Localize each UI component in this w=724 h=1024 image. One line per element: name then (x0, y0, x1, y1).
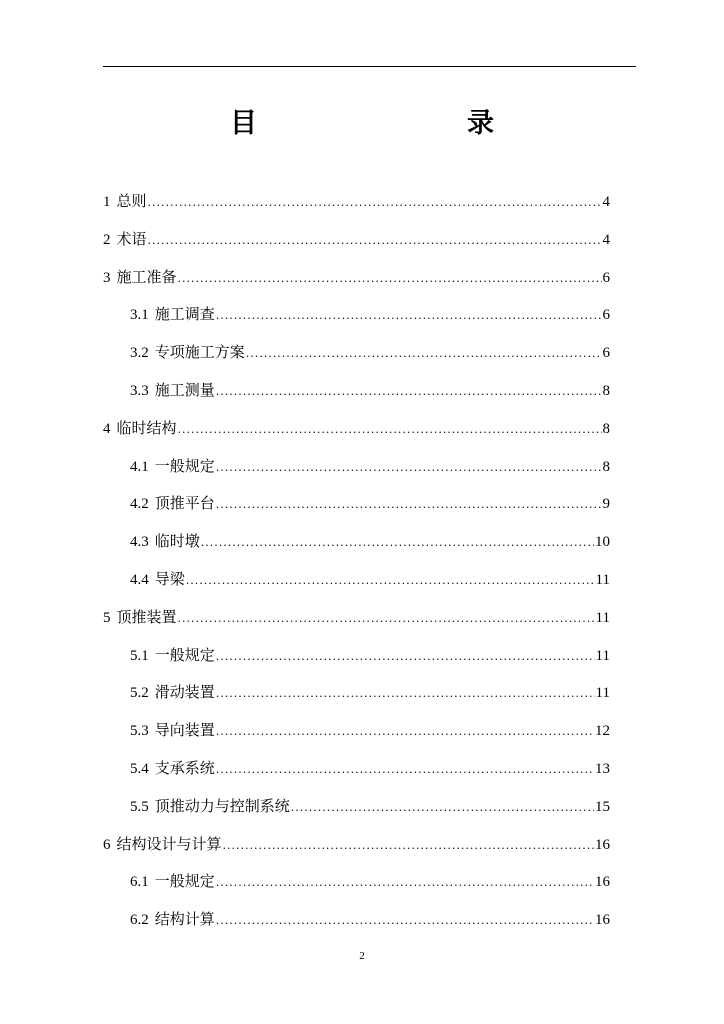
toc-entry-number: 4 (103, 420, 111, 437)
toc-entry-title: 一般规定 (154, 872, 215, 891)
toc-dot-leader (186, 562, 595, 600)
toc-entry-title: 一般规定 (154, 456, 215, 475)
toc-entry-page: 8 (602, 458, 610, 475)
toc-entry[interactable] (103, 485, 610, 523)
toc-entry-page: 16 (595, 874, 610, 891)
toc-entry-number: 1 (103, 194, 111, 210)
toc-entry-page: 6 (602, 269, 610, 286)
toc-entry-page: 11 (595, 609, 610, 626)
toc-entry-page: 16 (595, 912, 610, 929)
toc-entry-page: 9 (602, 496, 610, 513)
toc-dot-leader (216, 751, 594, 789)
toc-entry-title: 一般规定 (154, 645, 215, 664)
toc-entry-title: 结构设计与计算 (116, 834, 222, 853)
toc-entry-page: 16 (595, 836, 610, 853)
toc-dot-leader (223, 827, 594, 865)
toc-dot-leader (178, 260, 602, 298)
header-rule (103, 66, 636, 67)
toc-entry[interactable] (103, 410, 610, 448)
toc-entry-page: 6 (602, 307, 610, 324)
toc-entry-number: 3.3 (130, 382, 149, 399)
toc-entry-number: 4.1 (130, 458, 149, 475)
toc-dot-leader (178, 411, 602, 449)
toc-entry-page: 13 (595, 760, 610, 777)
toc-entry[interactable] (103, 221, 610, 259)
toc-entry-page: 4 (602, 194, 610, 210)
toc-entry[interactable] (103, 826, 610, 864)
toc-entry-page: 8 (602, 382, 610, 399)
toc-entry-title: 施工准备 (116, 267, 177, 286)
toc-entry-number: 3 (103, 269, 111, 286)
toc-entry[interactable] (103, 750, 610, 788)
toc-entry-number: 5.2 (130, 685, 149, 702)
toc-entry[interactable] (103, 901, 610, 939)
toc-entry[interactable] (103, 372, 610, 410)
toc-dot-leader (216, 864, 594, 902)
toc-entry-title: 导向装置 (154, 721, 215, 740)
toc-entry-title: 导梁 (154, 569, 185, 588)
toc-entry-page: 10 (595, 534, 610, 551)
toc-dot-leader (216, 713, 594, 751)
toc-entry-number: 2 (103, 231, 111, 248)
toc-dot-leader (216, 902, 594, 940)
toc-entry-number: 6.1 (130, 874, 149, 891)
toc-entry-number: 4.4 (130, 571, 149, 588)
toc-entry-title: 术语 (116, 229, 147, 248)
toc-entry-number: 4.3 (130, 534, 149, 551)
toc-entry-number: 5 (103, 609, 111, 626)
toc-dot-leader (246, 335, 602, 373)
toc-entry[interactable] (103, 259, 610, 297)
toc-entry-page: 4 (602, 231, 610, 248)
toc-entry[interactable] (103, 788, 610, 826)
toc-entry-page: 11 (595, 685, 610, 702)
table-of-contents (103, 183, 610, 939)
toc-dot-leader (216, 373, 602, 411)
toc-entry[interactable] (103, 296, 610, 334)
toc-entry-title: 临时结构 (116, 418, 177, 437)
toc-entry-page: 12 (595, 723, 610, 740)
toc-entry-number: 5.1 (130, 647, 149, 664)
toc-dot-leader (216, 486, 602, 524)
toc-entry-number: 3.1 (130, 307, 149, 324)
toc-entry-number: 6.2 (130, 912, 149, 929)
toc-dot-leader (148, 222, 602, 260)
toc-entry[interactable] (103, 599, 610, 637)
toc-entry-title: 顶推平台 (154, 494, 215, 513)
toc-entry-title: 滑动装置 (154, 683, 215, 702)
toc-dot-leader (148, 184, 602, 222)
toc-dot-leader (216, 449, 602, 487)
toc-entry-page: 11 (595, 571, 610, 588)
toc-entry[interactable] (103, 523, 610, 561)
toc-entry-title: 顶推装置 (116, 607, 177, 626)
toc-entry-title: 顶推动力与控制系统 (154, 796, 290, 815)
toc-entry-title: 施工测量 (154, 380, 215, 399)
toc-entry-number: 5.4 (130, 760, 149, 777)
toc-entry-number: 5.3 (130, 723, 149, 740)
toc-dot-leader (201, 524, 594, 562)
toc-entry-title: 专项施工方案 (154, 343, 245, 362)
toc-entry[interactable] (103, 448, 610, 486)
toc-dot-leader (216, 297, 602, 335)
toc-entry-number: 6 (103, 836, 111, 853)
toc-entry-page: 11 (595, 647, 610, 664)
toc-entry-page: 8 (602, 420, 610, 437)
toc-entry-number: 5.5 (130, 798, 149, 815)
toc-entry[interactable] (103, 561, 610, 599)
toc-entry-number: 3.2 (130, 345, 149, 362)
toc-entry[interactable] (103, 674, 610, 712)
toc-entry-page: 15 (595, 798, 610, 815)
toc-entry-title: 支承系统 (154, 758, 215, 777)
toc-entry-page: 6 (602, 345, 610, 362)
toc-entry-title: 施工调查 (154, 305, 215, 324)
toc-entry[interactable] (103, 863, 610, 901)
page-number: 2 (359, 950, 365, 962)
toc-entry[interactable] (103, 712, 610, 750)
toc-dot-leader (178, 600, 595, 638)
toc-dot-leader (216, 675, 595, 713)
toc-dot-leader (216, 638, 595, 676)
toc-entry-title: 临时墩 (154, 532, 200, 551)
toc-entry[interactable] (103, 637, 610, 675)
toc-entry-number: 4.2 (130, 496, 149, 513)
toc-entry[interactable] (103, 334, 610, 372)
toc-entry[interactable] (103, 183, 610, 221)
toc-entry-title: 总则 (116, 192, 147, 210)
toc-title: 目 录 (230, 108, 546, 139)
toc-entry-title: 结构计算 (154, 910, 215, 929)
toc-dot-leader (291, 789, 594, 827)
